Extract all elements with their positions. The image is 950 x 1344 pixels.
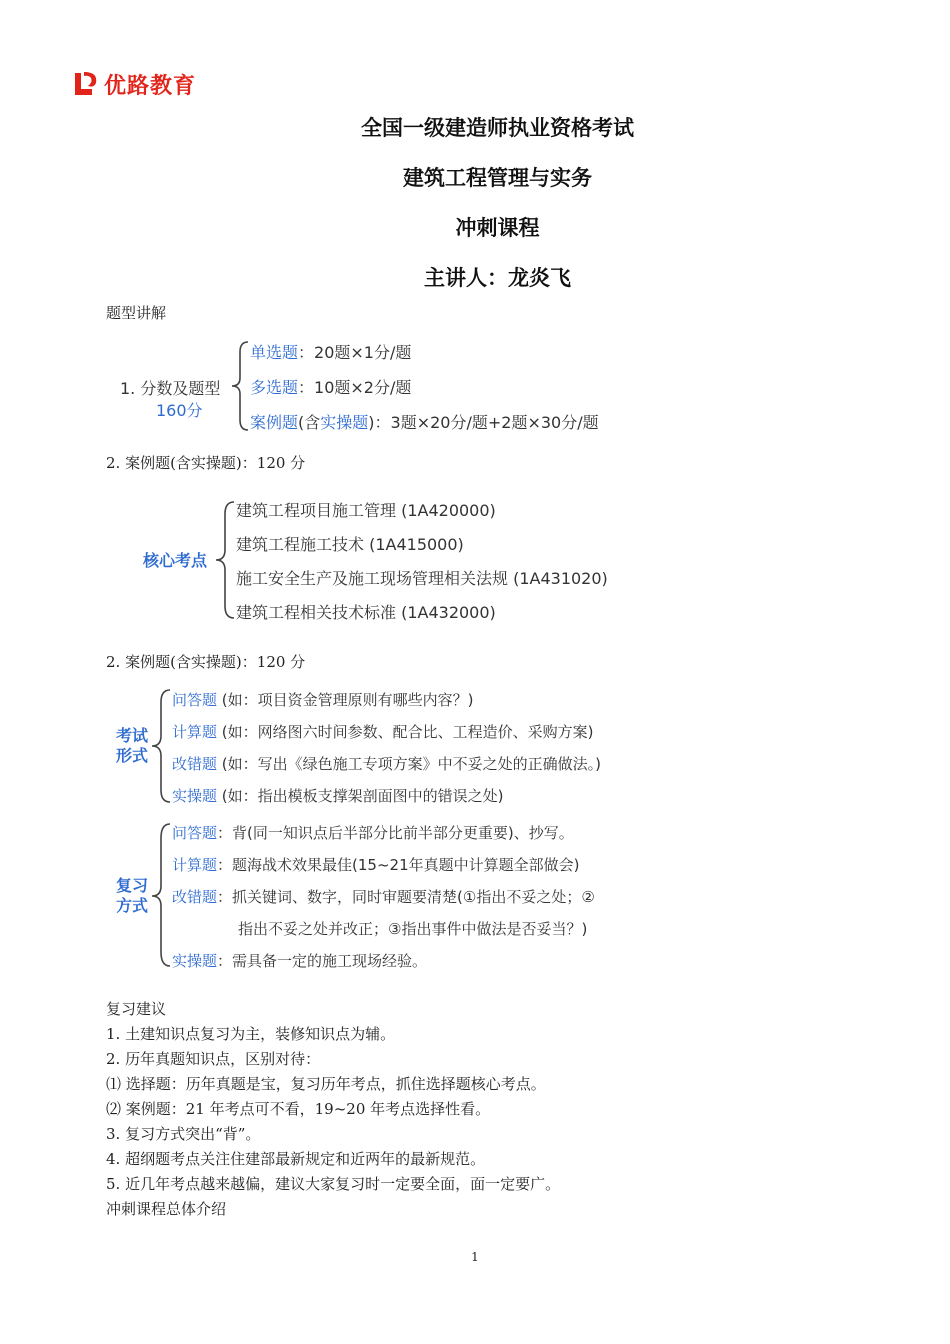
diagram3-item: 实操题 (如：指出模板支撑架剖面图中的错误之处) [172,787,504,805]
section-question-types: 题型讲解 [106,304,167,322]
advice-line: ⑴ 选择题：历年真题是宝，复习历年考点，抓住选择题核心考点。 [106,1075,546,1093]
doc-title-lecturer: 主讲人：龙炎飞 [424,265,571,290]
diagram2-root: 核心考点 [143,551,208,570]
diagram2-item: 施工安全生产及施工现场管理相关法规 (1A431020) [236,569,608,588]
advice-line: 2. 历年真题知识点，区别对待： [106,1050,321,1068]
diagram1-root: 1. 分数及题型 [120,379,221,398]
advice-line: 4. 超纲题考点关注住建部最新规定和近两年的最新规范。 [106,1150,486,1168]
doc-title-exam: 全国一级建造师执业资格考试 [361,115,634,140]
diagram3-root: 考试 形式 [116,726,149,765]
course-overview-heading: 冲刺课程总体介绍 [106,1200,227,1218]
diagram3-brace-icon [148,686,174,806]
diagram2-brace-icon [212,498,238,622]
diagram1-brace-icon [228,338,252,434]
diagram4-item: 问答题：背(同一知识点后半部分比前半部分更重要)、抄写。 [172,824,574,842]
diagram2-item: 建筑工程施工技术 (1A415000) [236,535,464,554]
diagram4-brace-icon [148,820,174,970]
diagram1-item-case: 案例题(含实操题)：3题×20分/题+2题×30分/题 [250,413,599,432]
brand-logo [72,66,196,102]
diagram3-item: 改错题 (如：写出《绿色施工专项方案》中不妥之处的正确做法。) [172,755,601,773]
diagram2-item: 建筑工程项目施工管理 (1A420000) [236,501,496,520]
diagram4-item: 计算题：题海战术效果最佳(15~21年真题中计算题全部做会) [172,856,580,874]
doc-title-subject: 建筑工程管理与实务 [403,165,592,190]
diagram4-item: 实操题：需具备一定的施工现场经验。 [172,952,428,970]
diagram4-root: 复习 方式 [116,876,149,915]
diagram1-root-score: 160分 [156,401,203,420]
diagram4-item-continuation: 指出不妥之处并改正；③指出事件中做法是否妥当？) [238,920,588,938]
logo-text: 优路教育 [104,73,197,99]
diagram3-item: 计算题 (如：网络图六时间参数、配合比、工程造价、采购方案) [172,723,594,741]
advice-line: ⑵ 案例题：21 年考点可不看，19~20 年考点选择性看。 [106,1100,491,1118]
diagram4-item: 改错题：抓关键词、数字，同时审题要清楚(①指出不妥之处；② [172,888,595,906]
diagram3-item: 问答题 (如：项目资金管理原则有哪些内容？) [172,691,474,709]
case-heading-1: 2. 案例题(含实操题)：120 分 [106,454,306,472]
advice-line: 1. 土建知识点复习为主，装修知识点为辅。 [106,1025,396,1043]
page-number: 1 [471,1250,479,1264]
advice-heading: 复习建议 [106,1000,167,1018]
logo-mark-icon [72,69,100,99]
doc-title-course: 冲刺课程 [455,215,540,240]
diagram1-item-single: 单选题：20题×1分/题 [250,343,412,362]
diagram2-item: 建筑工程相关技术标准 (1A432000) [236,603,496,622]
diagram1-item-multi: 多选题：10题×2分/题 [250,378,412,397]
advice-line: 5. 近几年考点越来越偏，建议大家复习时一定要全面，面一定要广。 [106,1175,561,1193]
advice-line: 3. 复习方式突出“背”。 [106,1125,261,1143]
case-heading-2: 2. 案例题(含实操题)：120 分 [106,653,306,671]
